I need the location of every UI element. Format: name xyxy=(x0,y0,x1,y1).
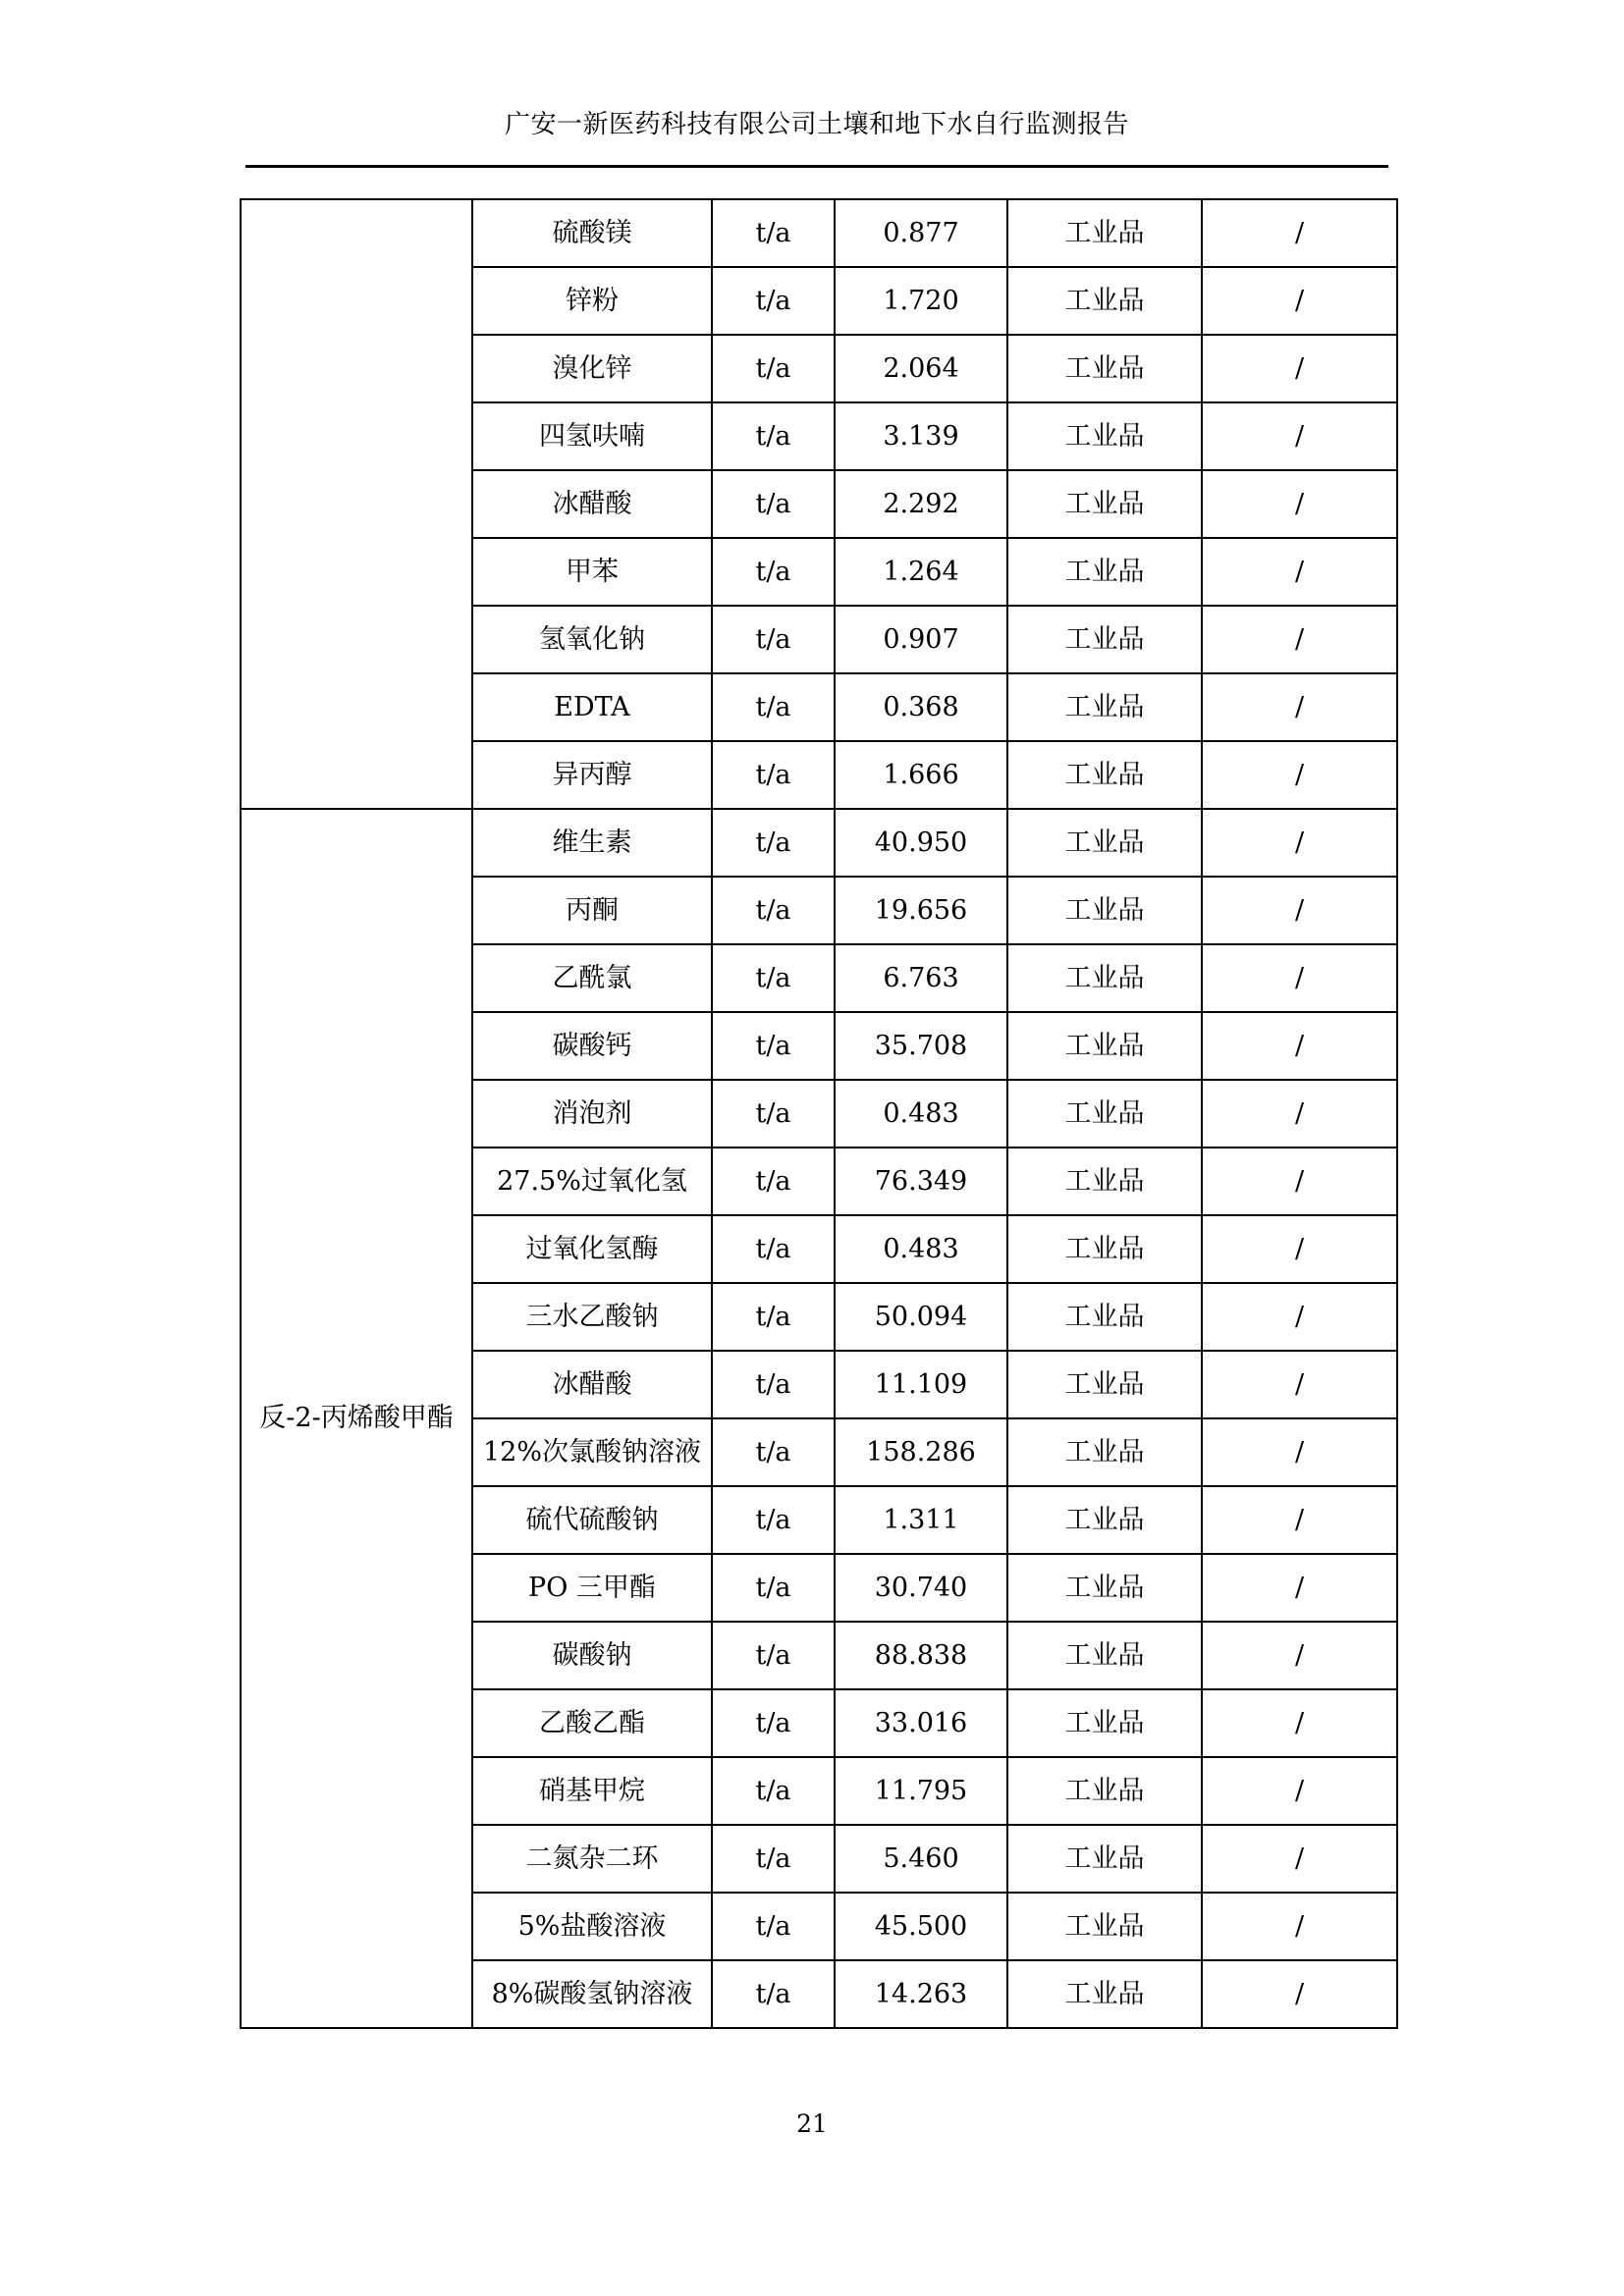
unit-cell: t/a xyxy=(712,1080,835,1148)
material-cell: 冰醋酸 xyxy=(472,470,712,538)
grade-cell: 工业品 xyxy=(1007,606,1202,673)
grade-cell: 工业品 xyxy=(1007,1283,1202,1351)
header-divider xyxy=(245,165,1388,168)
remark-cell: / xyxy=(1202,741,1397,809)
remark-cell: / xyxy=(1202,1012,1397,1080)
material-cell: 消泡剂 xyxy=(472,1080,712,1148)
product-group-cell: 反-2-丙烯酸甲酯 xyxy=(241,809,472,2028)
grade-cell: 工业品 xyxy=(1007,1893,1202,1960)
material-cell: 碳酸钠 xyxy=(472,1622,712,1689)
remark-cell: / xyxy=(1202,1689,1397,1757)
remark-cell: / xyxy=(1202,944,1397,1012)
amount-cell: 1.311 xyxy=(835,1486,1007,1554)
unit-cell: t/a xyxy=(712,1554,835,1622)
remark-cell: / xyxy=(1202,470,1397,538)
amount-cell: 1.264 xyxy=(835,538,1007,606)
unit-cell: t/a xyxy=(712,1215,835,1283)
remark-cell: / xyxy=(1202,1486,1397,1554)
unit-cell: t/a xyxy=(712,741,835,809)
unit-cell: t/a xyxy=(712,1351,835,1418)
remark-cell: / xyxy=(1202,877,1397,944)
remark-cell: / xyxy=(1202,1080,1397,1148)
material-cell: 过氧化氢酶 xyxy=(472,1215,712,1283)
material-cell: 硫代硫酸钠 xyxy=(472,1486,712,1554)
table-body xyxy=(241,199,1397,2028)
amount-cell: 0.368 xyxy=(835,673,1007,741)
grade-cell: 工业品 xyxy=(1007,470,1202,538)
table-row xyxy=(241,199,1397,267)
unit-cell: t/a xyxy=(712,1148,835,1215)
grade-cell: 工业品 xyxy=(1007,944,1202,1012)
remark-cell: / xyxy=(1202,538,1397,606)
unit-cell: t/a xyxy=(712,1689,835,1757)
unit-cell: t/a xyxy=(712,335,835,402)
material-cell: 四氢呋喃 xyxy=(472,402,712,470)
unit-cell: t/a xyxy=(712,1757,835,1825)
material-cell: PO 三甲酯 xyxy=(472,1554,712,1622)
amount-cell: 76.349 xyxy=(835,1148,1007,1215)
remark-cell: / xyxy=(1202,673,1397,741)
grade-cell: 工业品 xyxy=(1007,1960,1202,2028)
material-cell: 硝基甲烷 xyxy=(472,1757,712,1825)
material-cell: 二氮杂二环 xyxy=(472,1825,712,1893)
material-cell: 硫酸镁 xyxy=(472,199,712,267)
remark-cell: / xyxy=(1202,1351,1397,1418)
remark-cell: / xyxy=(1202,1757,1397,1825)
grade-cell: 工业品 xyxy=(1007,335,1202,402)
amount-cell: 50.094 xyxy=(835,1283,1007,1351)
grade-cell: 工业品 xyxy=(1007,877,1202,944)
table-row xyxy=(241,809,1397,877)
grade-cell: 工业品 xyxy=(1007,1080,1202,1148)
product-group-cell xyxy=(241,199,472,809)
amount-cell: 0.877 xyxy=(835,199,1007,267)
amount-cell: 2.064 xyxy=(835,335,1007,402)
remark-cell: / xyxy=(1202,809,1397,877)
unit-cell: t/a xyxy=(712,267,835,335)
unit-cell: t/a xyxy=(712,1418,835,1486)
amount-cell: 5.460 xyxy=(835,1825,1007,1893)
material-cell: 27.5%过氧化氢 xyxy=(472,1148,712,1215)
material-cell: EDTA xyxy=(472,673,712,741)
unit-cell: t/a xyxy=(712,199,835,267)
amount-cell: 6.763 xyxy=(835,944,1007,1012)
amount-cell: 2.292 xyxy=(835,470,1007,538)
material-cell: 12%次氯酸钠溶液 xyxy=(472,1418,712,1486)
remark-cell: / xyxy=(1202,1215,1397,1283)
material-cell: 异丙醇 xyxy=(472,741,712,809)
material-cell: 冰醋酸 xyxy=(472,1351,712,1418)
grade-cell: 工业品 xyxy=(1007,199,1202,267)
material-cell: 8%碳酸氢钠溶液 xyxy=(472,1960,712,2028)
unit-cell: t/a xyxy=(712,1486,835,1554)
remark-cell: / xyxy=(1202,1418,1397,1486)
grade-cell: 工业品 xyxy=(1007,1825,1202,1893)
remark-cell: / xyxy=(1202,606,1397,673)
remark-cell: / xyxy=(1202,1960,1397,2028)
grade-cell: 工业品 xyxy=(1007,741,1202,809)
material-cell: 乙酸乙酯 xyxy=(472,1689,712,1757)
unit-cell: t/a xyxy=(712,1622,835,1689)
grade-cell: 工业品 xyxy=(1007,809,1202,877)
unit-cell: t/a xyxy=(712,944,835,1012)
grade-cell: 工业品 xyxy=(1007,402,1202,470)
material-cell: 甲苯 xyxy=(472,538,712,606)
unit-cell: t/a xyxy=(712,673,835,741)
unit-cell: t/a xyxy=(712,1893,835,1960)
remark-cell: / xyxy=(1202,199,1397,267)
unit-cell: t/a xyxy=(712,1012,835,1080)
amount-cell: 11.795 xyxy=(835,1757,1007,1825)
amount-cell: 3.139 xyxy=(835,402,1007,470)
amount-cell: 88.838 xyxy=(835,1622,1007,1689)
amount-cell: 33.016 xyxy=(835,1689,1007,1757)
unit-cell: t/a xyxy=(712,809,835,877)
remark-cell: / xyxy=(1202,1283,1397,1351)
grade-cell: 工业品 xyxy=(1007,1622,1202,1689)
remark-cell: / xyxy=(1202,402,1397,470)
grade-cell: 工业品 xyxy=(1007,538,1202,606)
amount-cell: 0.483 xyxy=(835,1215,1007,1283)
material-cell: 三水乙酸钠 xyxy=(472,1283,712,1351)
grade-cell: 工业品 xyxy=(1007,1351,1202,1418)
amount-cell: 158.286 xyxy=(835,1418,1007,1486)
remark-cell: / xyxy=(1202,1825,1397,1893)
raw-materials-table xyxy=(240,198,1398,2029)
unit-cell: t/a xyxy=(712,402,835,470)
material-cell: 溴化锌 xyxy=(472,335,712,402)
grade-cell: 工业品 xyxy=(1007,1554,1202,1622)
grade-cell: 工业品 xyxy=(1007,1689,1202,1757)
amount-cell: 14.263 xyxy=(835,1960,1007,2028)
material-cell: 丙酮 xyxy=(472,877,712,944)
grade-cell: 工业品 xyxy=(1007,673,1202,741)
material-cell: 乙酰氯 xyxy=(472,944,712,1012)
material-cell: 氢氧化钠 xyxy=(472,606,712,673)
amount-cell: 11.109 xyxy=(835,1351,1007,1418)
grade-cell: 工业品 xyxy=(1007,267,1202,335)
amount-cell: 19.656 xyxy=(835,877,1007,944)
amount-cell: 1.666 xyxy=(835,741,1007,809)
unit-cell: t/a xyxy=(712,470,835,538)
remark-cell: / xyxy=(1202,1148,1397,1215)
remark-cell: / xyxy=(1202,335,1397,402)
material-cell: 锌粉 xyxy=(472,267,712,335)
grade-cell: 工业品 xyxy=(1007,1757,1202,1825)
amount-cell: 45.500 xyxy=(835,1893,1007,1960)
page-header-title: 广安一新医药科技有限公司土壤和地下水自行监测报告 xyxy=(504,110,1129,139)
amount-cell: 35.708 xyxy=(835,1012,1007,1080)
grade-cell: 工业品 xyxy=(1007,1486,1202,1554)
amount-cell: 40.950 xyxy=(835,809,1007,877)
remark-cell: / xyxy=(1202,1622,1397,1689)
grade-cell: 工业品 xyxy=(1007,1215,1202,1283)
remark-cell: / xyxy=(1202,1893,1397,1960)
unit-cell: t/a xyxy=(712,606,835,673)
amount-cell: 0.483 xyxy=(835,1080,1007,1148)
unit-cell: t/a xyxy=(712,1283,835,1351)
grade-cell: 工业品 xyxy=(1007,1148,1202,1215)
material-cell: 5%盐酸溶液 xyxy=(472,1893,712,1960)
amount-cell: 1.720 xyxy=(835,267,1007,335)
material-cell: 维生素 xyxy=(472,809,712,877)
unit-cell: t/a xyxy=(712,1960,835,2028)
amount-cell: 0.907 xyxy=(835,606,1007,673)
grade-cell: 工业品 xyxy=(1007,1012,1202,1080)
remark-cell: / xyxy=(1202,1554,1397,1622)
material-cell: 碳酸钙 xyxy=(472,1012,712,1080)
remark-cell: / xyxy=(1202,267,1397,335)
page-number: 21 xyxy=(796,2109,828,2138)
unit-cell: t/a xyxy=(712,538,835,606)
unit-cell: t/a xyxy=(712,877,835,944)
grade-cell: 工业品 xyxy=(1007,1418,1202,1486)
unit-cell: t/a xyxy=(712,1825,835,1893)
amount-cell: 30.740 xyxy=(835,1554,1007,1622)
